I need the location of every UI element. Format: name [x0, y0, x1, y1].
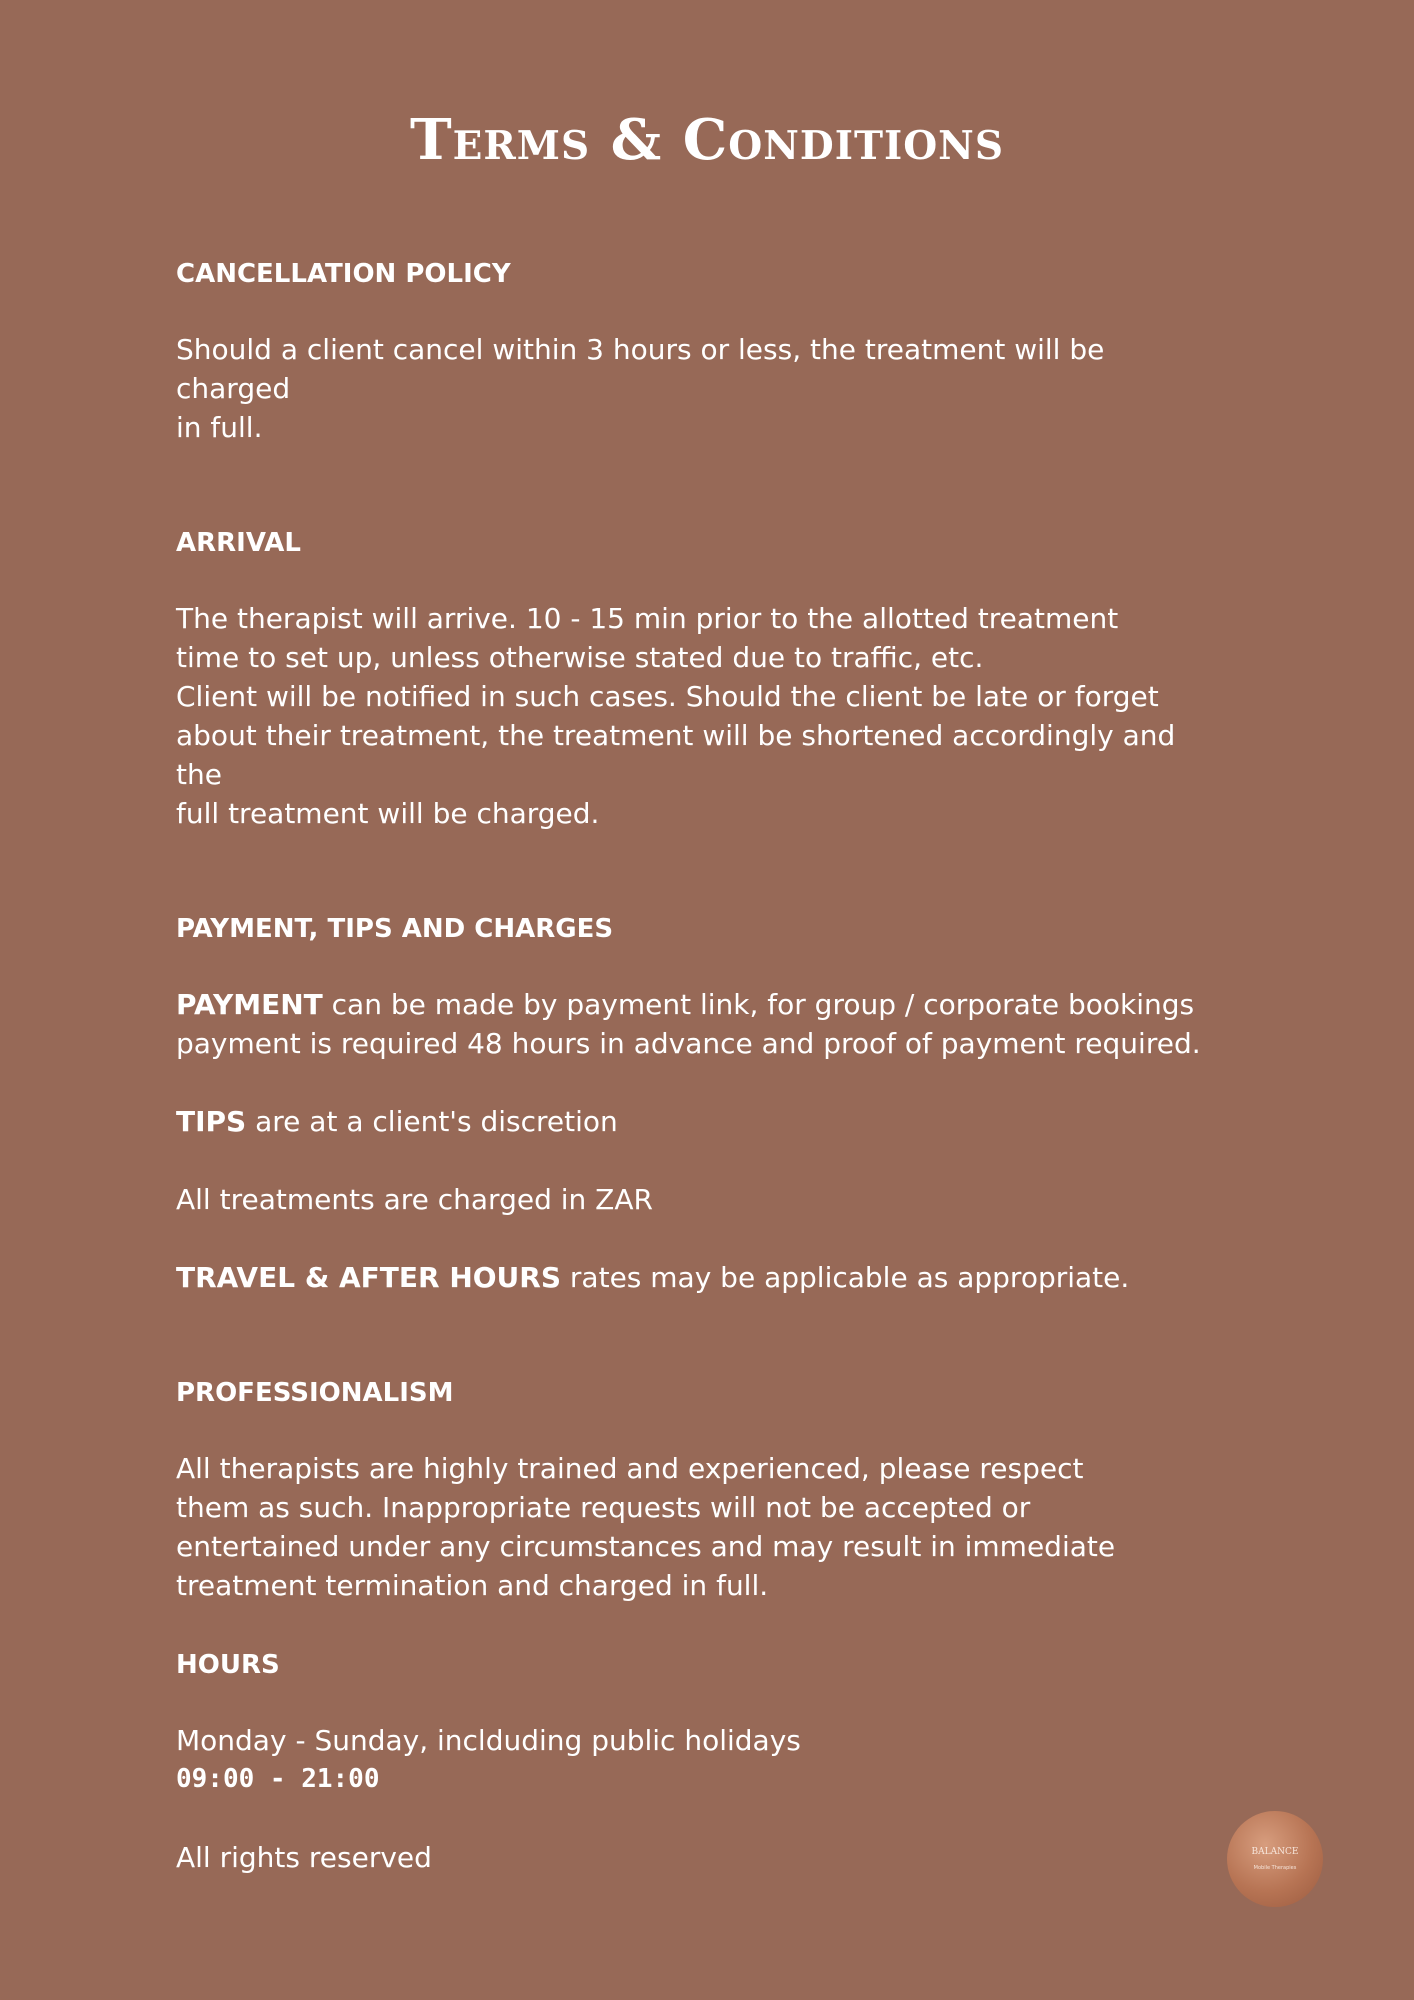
currency-text: All treatments are charged in ZAR — [176, 1183, 653, 1216]
travel-detail: rates may be applicable as appropriate. — [561, 1261, 1130, 1294]
text-line: All therapists are highly trained and experienced, please respect — [176, 1452, 1084, 1485]
tips-text — [176, 1102, 1216, 1141]
tips-label: TIPS — [176, 1105, 247, 1138]
section-heading-arrival: ARRIVAL — [176, 528, 301, 558]
section-heading-professionalism: PROFESSIONALISM — [176, 1378, 454, 1408]
travel-label: TRAVEL & AFTER HOURS — [176, 1261, 562, 1294]
section-heading-payment: PAYMENT, TIPS AND CHARGES — [176, 914, 614, 944]
hours-text — [176, 1721, 1216, 1799]
page-title: Terms & Conditions — [410, 107, 1004, 173]
text-line: Should a client cancel within 3 hours or less, the treatment will be charged — [176, 333, 1105, 405]
text-line — [176, 985, 1216, 1024]
text-line: payment is required 48 hours in advance and proof of payment required. — [176, 1027, 1201, 1060]
arrival-text — [176, 599, 1216, 833]
payment-label: PAYMENT — [176, 988, 323, 1021]
text-line: treatment termination and charged in full. — [176, 1569, 769, 1602]
hours-time: 09:00 - 21:00 — [176, 1764, 380, 1794]
text-line: about their treatment, the treatment will be shortened accordingly and the — [176, 719, 1176, 791]
brand-logo — [1227, 1811, 1323, 1907]
section-heading-hours: HOURS — [176, 1650, 280, 1680]
travel-text — [176, 1258, 1216, 1297]
text-line: full treatment will be charged. — [176, 797, 600, 830]
rights-text: All rights reserved — [176, 1841, 432, 1874]
text-line: Client will be notified in such cases. Should the client be late or forget — [176, 680, 1159, 713]
text-line: The therapist will arrive. 10 - 15 min prior to the allotted treatment — [176, 602, 1119, 635]
text-line: entertained under any circumstances and may result in immediate — [176, 1530, 1116, 1563]
professionalism-text — [176, 1449, 1216, 1605]
logo-brand-text: BALANCE — [1251, 1847, 1299, 1857]
section-heading-cancellation: CANCELLATION POLICY — [176, 259, 511, 289]
text-line: time to set up, unless otherwise stated due to traffic, etc. — [176, 641, 984, 674]
text-line: in full. — [176, 411, 263, 444]
text-line: them as such. Inappropriate requests will not be accepted or — [176, 1491, 1031, 1524]
cancellation-text — [176, 330, 1216, 447]
logo-subtitle-text: Mobile Therapies — [1253, 1865, 1297, 1871]
payment-detail: can be made by payment link, for group / corporate bookings — [322, 988, 1195, 1021]
hours-days: Monday - Sunday, inclduding public holidays — [176, 1724, 801, 1757]
terms-content — [176, 252, 1216, 1877]
tips-detail: are at a client's discretion — [246, 1105, 618, 1138]
payment-text — [176, 985, 1216, 1063]
